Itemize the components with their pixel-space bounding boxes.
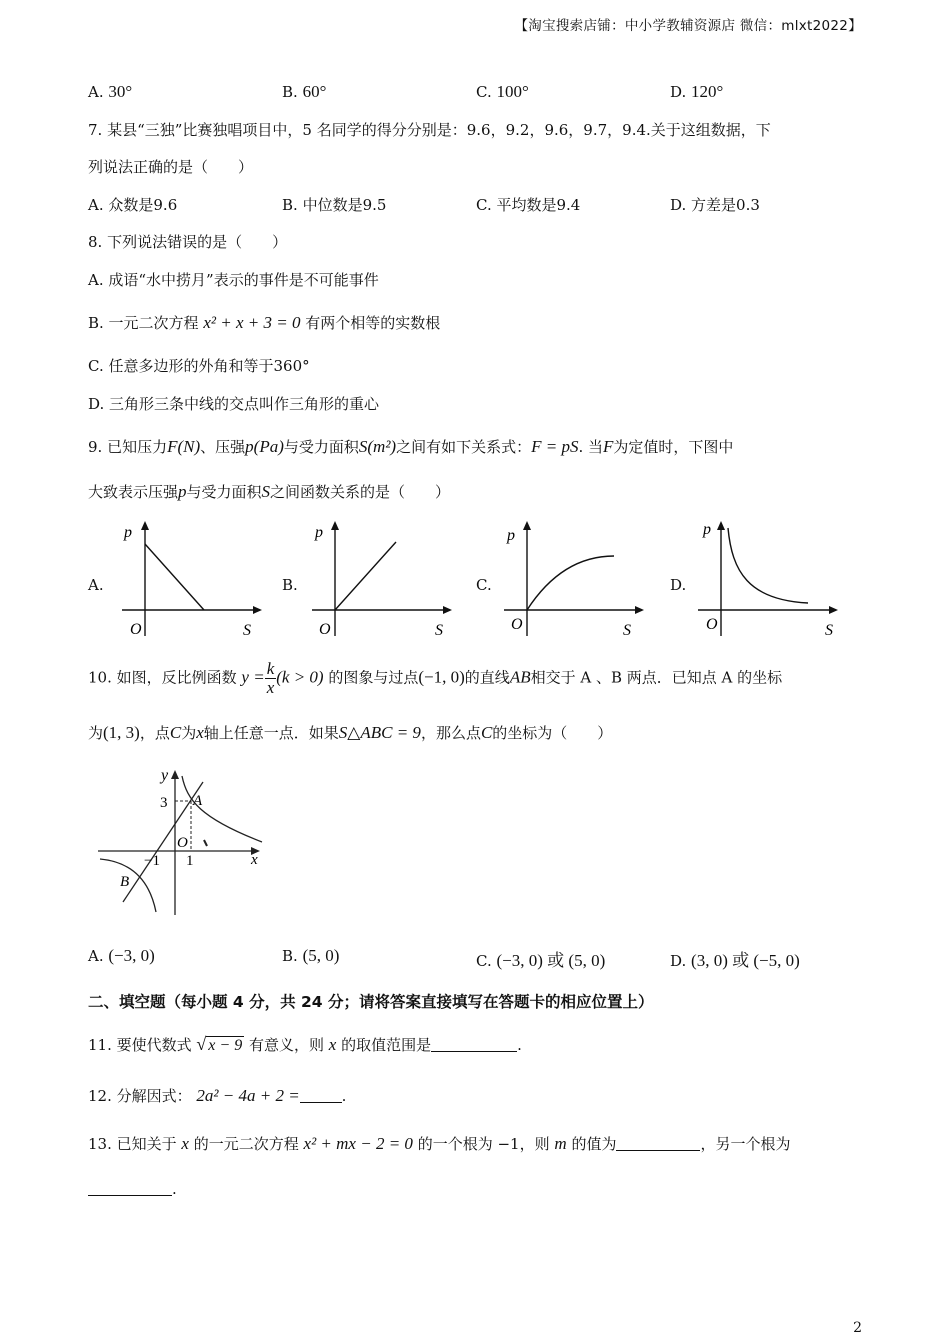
figure-label-A: A: [193, 793, 203, 809]
q12-answer-blank[interactable]: [300, 1088, 342, 1103]
figure-label-B: B: [120, 874, 130, 890]
graph-c-origin-label: O: [511, 616, 523, 633]
q7-option-a[interactable]: A. 众数是9.6: [88, 196, 178, 214]
q7-option-d[interactable]: D. 方差是0.3: [670, 196, 760, 214]
q13-answer-blank-2[interactable]: [88, 1181, 172, 1196]
q13-line1: 13. 已知关于 x 的一元二次方程 x² + mx − 2 = 0 的一个根为 −1，则 m 的值为 ，另一个根为: [88, 1134, 791, 1153]
q12: 12. 分解因式： 2a² − 4a + 2 = .: [88, 1086, 347, 1105]
q6-option-d[interactable]: D. 120°: [670, 82, 724, 101]
graph-d-origin-label: O: [706, 616, 718, 633]
q8-option-d[interactable]: D. 三角形三条中线的交点叫作三角形的重心: [88, 395, 380, 413]
q9-option-c[interactable]: C.: [476, 576, 492, 594]
fraction-k-over-x: $\frac{k}{x}$: [266, 659, 275, 697]
graph-c-y-label: p: [507, 527, 515, 544]
q10-figure: [88, 760, 278, 920]
q7-stem-line1: 7. 某县“三独”比赛独唱项目中，5 名同学的得分分别是：9.6，9.2，9.6，9.7，9.4.关于这组数据，下: [88, 121, 771, 139]
page-number: 2: [853, 1320, 862, 1336]
q11-radicand: x − 9: [208, 1037, 243, 1054]
q6-option-c[interactable]: C. 100°: [476, 82, 529, 101]
q9-graph-d: [686, 516, 846, 641]
figure-x-label: x: [251, 852, 258, 868]
figure-label-O: O: [177, 835, 188, 851]
q9-stem-line2: 大致表示压强p与受力面积S之间函数关系的是（ ）: [88, 482, 451, 501]
graph-d-x-label: S: [825, 622, 833, 639]
q10-option-b[interactable]: B. (5, 0): [282, 946, 340, 965]
section-2-title: 二、填空题（每小题 4 分，共 24 分；请将答案直接填写在答题卡的相应位置上）: [88, 993, 654, 1011]
q10-option-a[interactable]: A. (−3, 0): [88, 946, 155, 965]
figure-label-1: 1: [186, 853, 194, 869]
q7-stem-line2: 列说法正确的是（ ）: [88, 158, 254, 176]
q8-equation: x² + x + 3 = 0: [203, 313, 301, 332]
q9-graph-b: [300, 516, 460, 641]
q9-option-b[interactable]: B.: [282, 576, 298, 594]
q8-option-a[interactable]: A. 成语“水中捞月”表示的事件是不可能事件: [88, 271, 379, 289]
figure-label-neg1: −1: [144, 853, 160, 869]
q9-graph-a: [110, 516, 270, 641]
graph-b-x-label: S: [435, 622, 443, 639]
q6-option-a[interactable]: A. 30°: [88, 82, 133, 101]
q10-stem-line2: 为(1, 3)，点C为x轴上任意一点．如果S△ABC = 9，那么点C的坐标为（ ）: [88, 723, 613, 742]
q11-answer-blank[interactable]: [431, 1037, 517, 1052]
q10-option-c[interactable]: C. (−3, 0) 或 (5, 0): [476, 951, 606, 970]
figure-label-3: 3: [160, 795, 168, 811]
q9-option-d[interactable]: D.: [670, 576, 687, 594]
q13-line2: .: [88, 1180, 177, 1198]
graph-a-y-label: p: [124, 524, 132, 541]
q9-stem-line1: 9. 已知压力F(N)、压强p(Pa)与受力面积S(m²)之间有如下关系式：F = pS. 当F为定值时，下图中: [88, 437, 734, 456]
figure-y-label: y: [161, 767, 169, 784]
q6-option-b[interactable]: B. 60°: [282, 82, 327, 101]
q8-option-c[interactable]: C. 任意多边形的外角和等于360°: [88, 357, 310, 375]
page-header: 【淘宝搜索店铺：中小学教辅资源店 微信：mlxt2022】: [514, 18, 862, 34]
sqrt-symbol-glyph: √: [196, 1034, 207, 1054]
q10-option-d[interactable]: D. (3, 0) 或 (−5, 0): [670, 951, 800, 970]
graph-b-origin-label: O: [319, 621, 331, 638]
q10-stem-line1: 10. 如图，反比例函数 y = $\frac{k}{x}$ (k > 0) 的图象与过点(−1, 0)的直线AB相交于 A 、B 两点．已知点 A 的坐标: [88, 659, 783, 697]
q11: 11. 要使代数式 √ x − 9 有意义，则 x 的取值范围是 .: [88, 1034, 522, 1054]
q7-option-b[interactable]: B. 中位数是9.5: [282, 196, 387, 214]
q13-answer-blank-1[interactable]: [616, 1136, 700, 1151]
q8-option-b[interactable]: B. 一元二次方程 x² + x + 3 = 0 有两个相等的实数根: [88, 313, 441, 332]
q7-option-c[interactable]: C. 平均数是9.4: [476, 196, 581, 214]
graph-a-origin-label: O: [130, 621, 142, 638]
q9-graph-c: [492, 516, 652, 641]
graph-c-x-label: S: [623, 622, 631, 639]
graph-b-y-label: p: [315, 524, 323, 541]
graph-d-y-label: p: [703, 521, 711, 538]
q9-option-a[interactable]: A.: [88, 576, 104, 594]
q8-stem: 8. 下列说法错误的是（ ）: [88, 233, 288, 251]
graph-a-x-label: S: [243, 622, 251, 639]
